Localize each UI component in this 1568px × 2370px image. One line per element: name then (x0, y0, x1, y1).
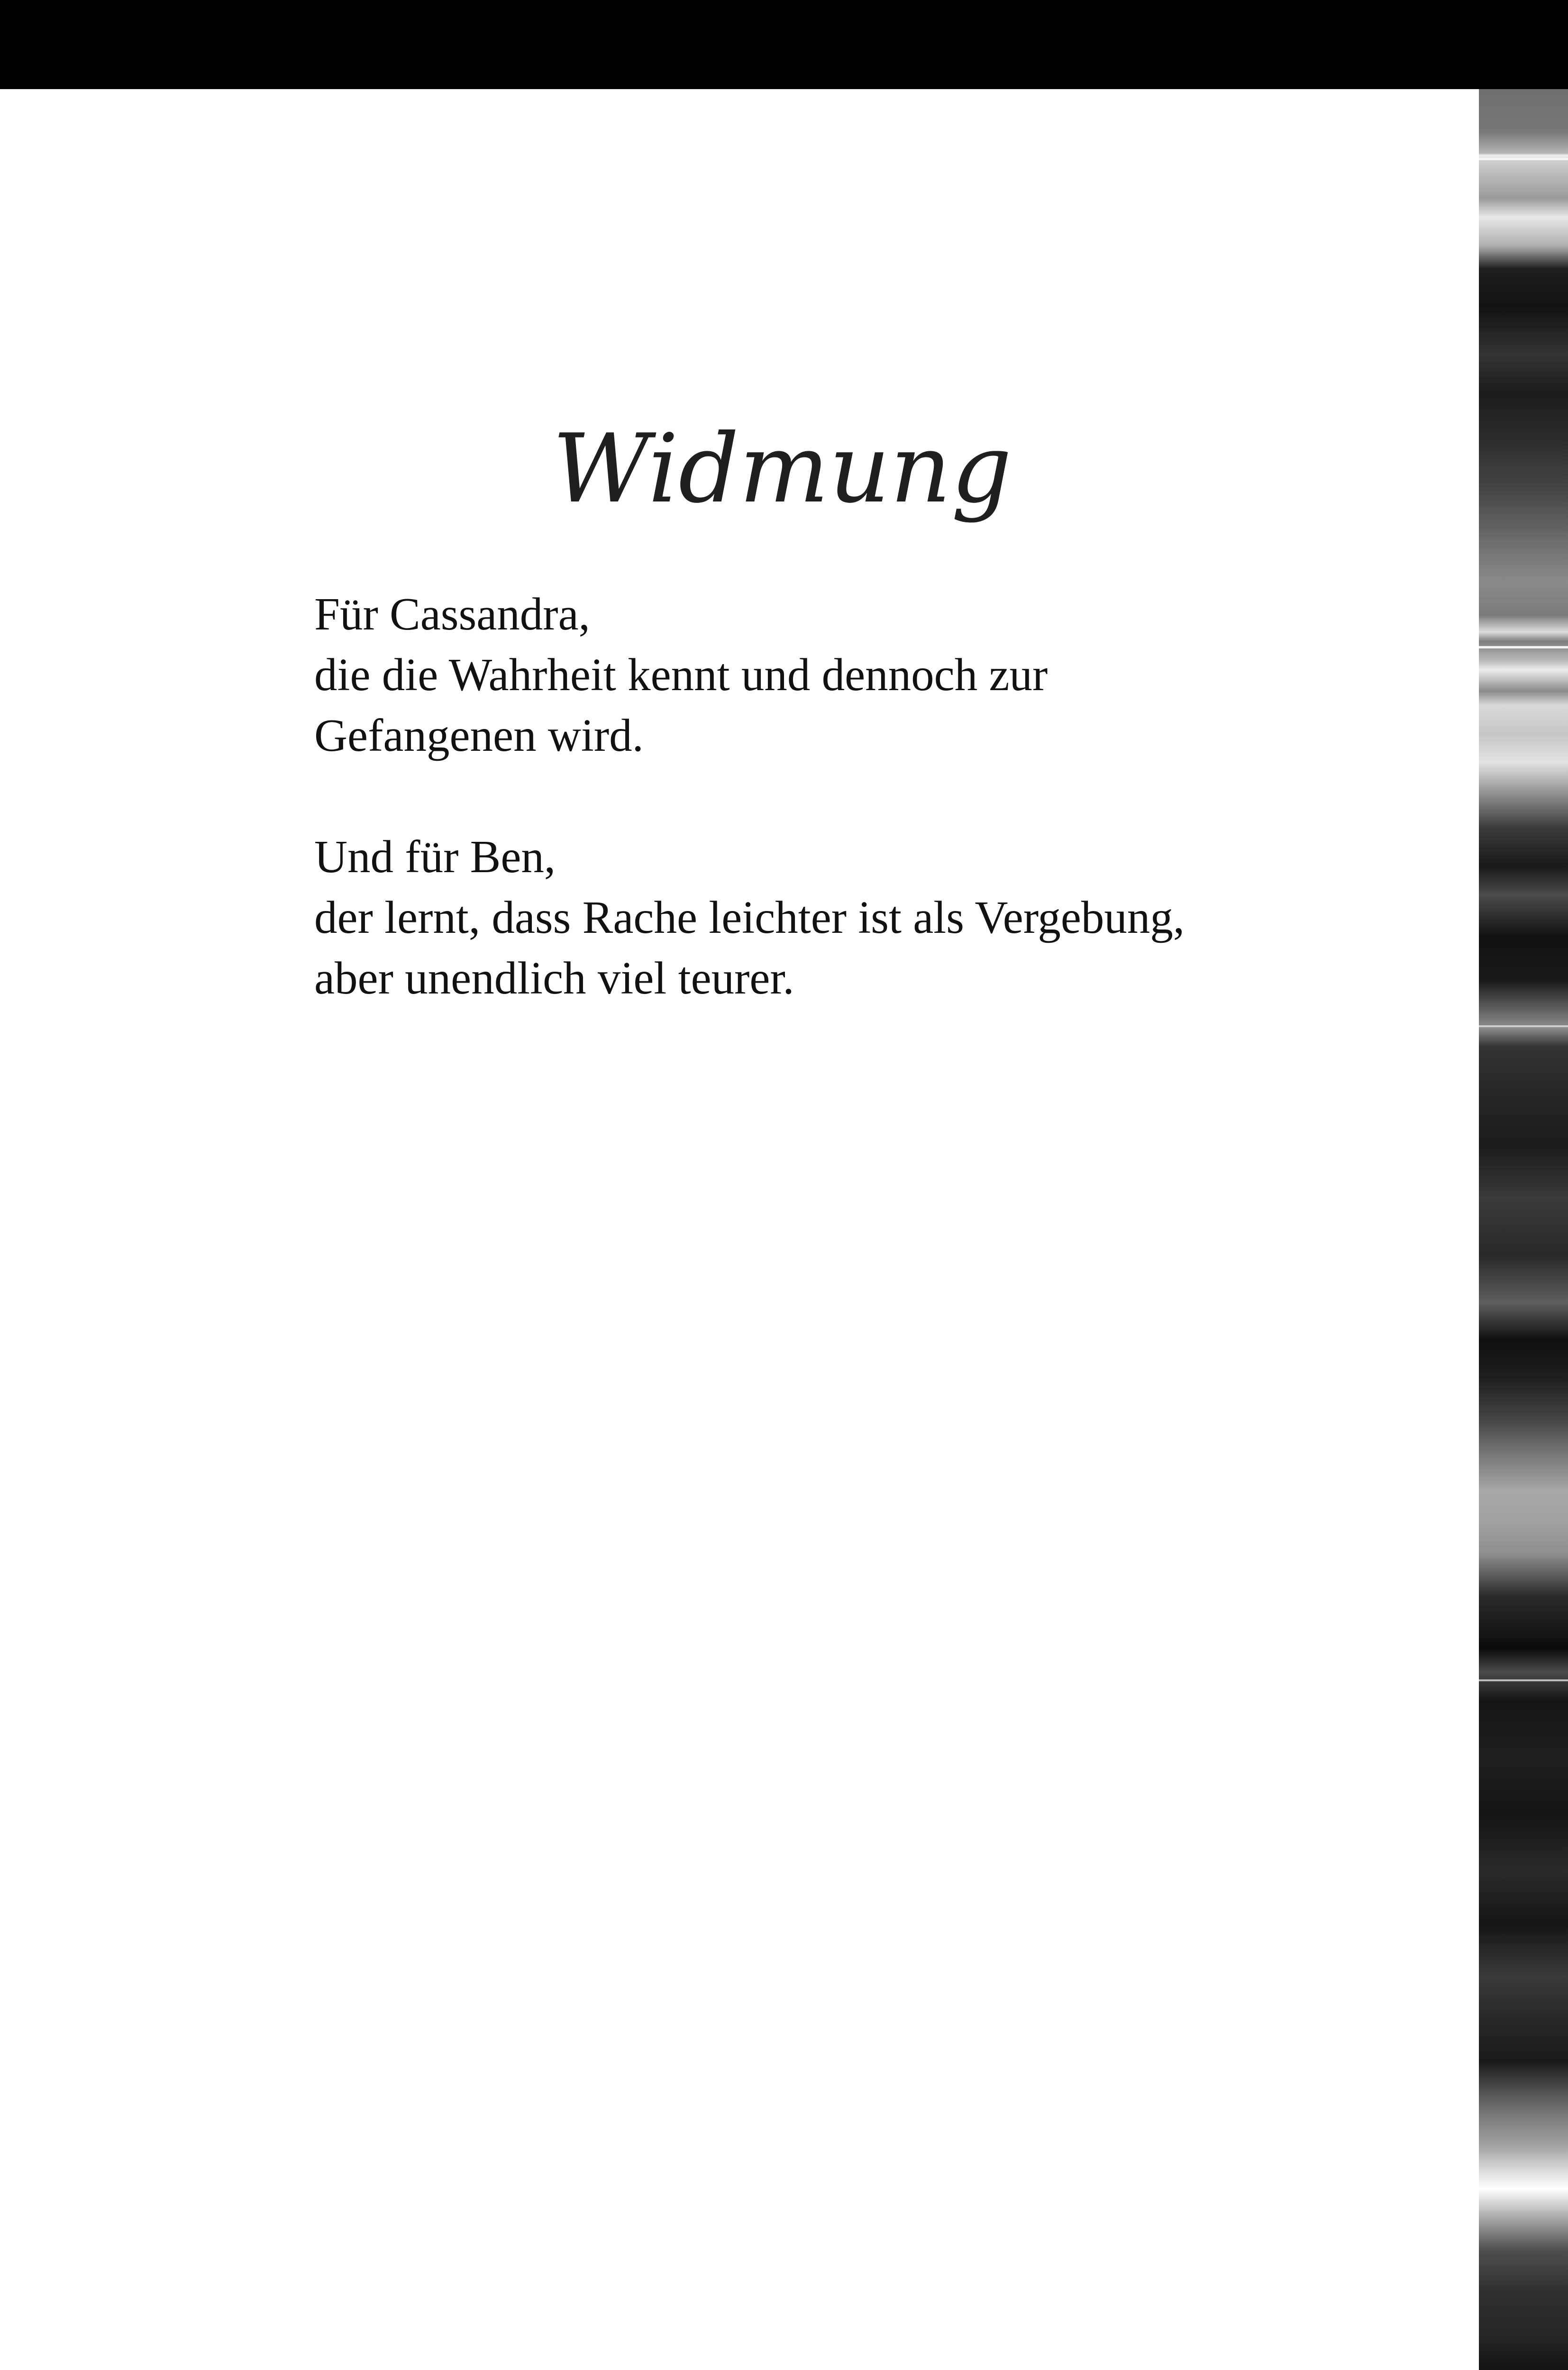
dedication-line: Gefangenen wird. (314, 710, 644, 761)
top-black-bar (0, 0, 1568, 89)
dedication-line: aber unendlich viel teurer. (314, 953, 794, 1003)
page-title: Widmung (552, 414, 1012, 524)
dedication-line: der lernt, dass Rache leichter ist als Vergebung, (314, 892, 1185, 943)
stanza-break (314, 766, 1404, 827)
edge-highlight-line (1479, 646, 1568, 648)
edge-highlight-line (1479, 1679, 1568, 1681)
edge-highlight-line (1479, 1025, 1568, 1027)
dedication-text (314, 584, 1404, 1009)
edge-highlight-line (1479, 158, 1568, 160)
dedication-line: Für Cassandra, (314, 589, 590, 639)
dedication-line: die die Wahrheit kennt und dennoch zur (314, 649, 1048, 700)
page-edge-strip (1479, 89, 1568, 2370)
dedication-line: Und für Ben, (314, 831, 556, 882)
